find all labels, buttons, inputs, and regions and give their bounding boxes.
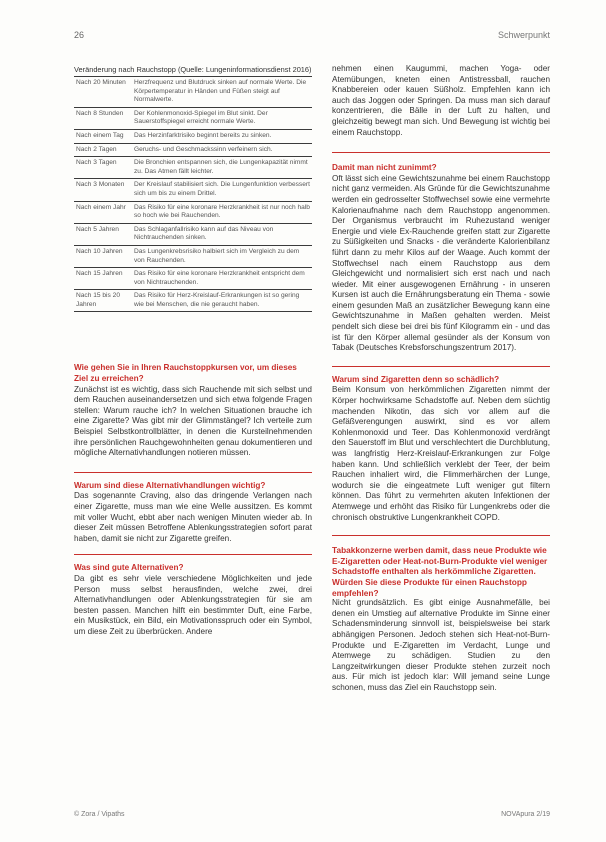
answer-text: Oft lässt sich eine Gewichtszunahme bei einem Rauchstopp nicht ganz vermeiden. Als Gründe für die Gewichtszunahme werden ein gedrosselter Stoffwechsel sowie eine vermehrte Kalorienaufnahme nach dem Rauchstopp angenommen. Der Organismus verbraucht im Ruhezustand weniger Energie und viele Ex-Rauchende greifen statt zur Zigarette zu Süßigkeiten und Snacks - die veränderte Kalorienbilanz führt dann zu mehr Kilos auf der Waage. Auch kommt der Stoffwechsel nach einem Rauchstopp aus dem Gleichgewicht und normalisiert sich erst nach und nach wieder. Mit einer ausgewogenen Ernährung - in unseren Kursen ist auch die Ernährungsberatung ein Thema - sowie einem gesunden Maß an zusätzlicher Bewegung kann eine Gewichtszunahme in Maßen gehalten werden. Meist pendelt sich diese bei drei bis fünf Kilogramm ein - und das ist für den Körper allemal gesünder als der Konsum von Tabak (Deutsches Krebsforschungszentrum 2017). bbox=[332, 173, 550, 353]
table-cell-description: Der Kreislauf stabilisiert sich. Die Lungenfunktion verbessert sich um bis zu einem Drittel. bbox=[134, 181, 310, 197]
section-alternatives-why bbox=[74, 481, 312, 545]
table-row bbox=[74, 201, 312, 223]
answer-text: Beim Konsum von herkömmlichen Zigaretten nimmt der Körper hochwirksame Schadstoffe auf. Neben dem süchtig machenden Nikotin, das sich vor allem auf die Gefäßverengungen auswirkt, sind es vor allem Kohlenmonoxid und Teer. Das Kohlenmonoxid verdrängt den Sauerstoff im Blut und verschlechtert die Durchblutung, was langfristig Herz-Kreislauf-Erkrankungen zur Folge haben kann. Und schließlich verklebt der Teer, der beim Rauchen inhaliert wird, die Flimmerhärchen der Lunge, wodurch sie die eingeatmete Luft weniger gut filtern können. Das führt zu vermehrten akuten Infektionen der Atemwege und erhöht das Risiko für Lungenkrebs oder die chronisch obstruktive Lungenkrankheit COPD. bbox=[332, 385, 550, 522]
table-cell-description: Geruchs- und Geschmackssinn verfeinern sich. bbox=[134, 145, 273, 153]
table-cell-time: Nach einem Tag bbox=[76, 131, 124, 139]
question-heading: Damit man nicht zunimmt? bbox=[332, 163, 437, 173]
page-header bbox=[74, 30, 550, 44]
table-cell-description: Das Schlaganfallrisiko kann auf das Niveau von Nichtrauchenden sinken. bbox=[134, 225, 274, 242]
table-cell-time: Nach 3 Tagen bbox=[76, 159, 117, 167]
question-heading: Tabakkonzerne werben damit, dass neue Produkte wie E-Zigaretten oder Heat-not-Burn-Produkte viel weniger Schadstoffe enthalten als herkömmliche Zigaretten. Würden Sie diese Produkte für einen Rauchstopp empfehlen? bbox=[332, 545, 548, 598]
footer-credit: © Zora / Vipaths bbox=[74, 811, 125, 818]
section-continuation bbox=[332, 64, 550, 138]
answer-text: Das sogenannte Craving, also das dringende Verlangen nach einer Zigarette, muss man wie eine Welle aussitzen. Es kommt mit voller Wucht, ebbt aber nach wenigen Minuten wieder ab. In dieser Zeit müssen Betroffene Ablenkungsstrategien sofort parat haben, damit sie nicht zur Zigarette greifen. bbox=[74, 491, 312, 543]
table-row bbox=[74, 129, 312, 143]
section-ecigarettes bbox=[332, 545, 550, 693]
table-cell-description: Das Risiko für eine koronare Herzkrankheit ist nur noch halb so hoch wie bei Rauchenden. bbox=[134, 203, 310, 220]
table-cell-time: Nach 15 Jahren bbox=[76, 270, 123, 278]
table-row bbox=[74, 268, 312, 290]
section-harm bbox=[332, 375, 550, 523]
answer-text: Nicht grundsätzlich. Es gibt einige Ausnahmefälle, bei denen ein Umstieg auf alternative Produkte im Sinne einer Schadensminderung sinnvoll ist, beispielsweise bei stark abhängigen Personen. Jedoch stehen sich Heat-not-Burn-Produkte und E-Zigaretten im Verdacht, Lunge und Atemwege zu schädigen. Studien zu den Langzeitwirkungen dieser Produkte stehen zurzeit noch aus. Für mich ist jedoch klar: Will jemand seine Lunge schonen, muss das Ziel ein Rauchstopp sein. bbox=[332, 598, 550, 692]
section-method bbox=[74, 363, 312, 458]
page-number: 26 bbox=[74, 30, 85, 40]
section-weight bbox=[332, 163, 550, 354]
question-heading: Warum sind diese Alternativhandlungen wichtig? bbox=[74, 480, 266, 490]
table-row bbox=[74, 157, 312, 179]
question-heading: Warum sind Zigaretten denn so schädlich? bbox=[332, 374, 500, 384]
timeline-table bbox=[74, 76, 312, 312]
table-cell-time: Nach 20 Minuten bbox=[76, 79, 126, 86]
table-row bbox=[74, 179, 312, 201]
table-row bbox=[74, 290, 312, 312]
table-cell-time: Nach einem Jahr bbox=[76, 203, 126, 211]
table-cell-description: Die Bronchien entspannen sich, die Lungenkapazität nimmt zu. Das Atmen fällt leichter. bbox=[134, 159, 308, 175]
right-column bbox=[332, 64, 550, 693]
answer-text: Zunächst ist es wichtig, dass sich Rauchende mit sich selbst und dem Rauchen auseinandersetzen und sich etwa folgende Fragen stellen: Warum rauche ich? In welchen Situationen brauche ich eine Zigarette? Was gibt mir der Glimmstängel? Ich verteile zum Beispiel Selbstkontrollblätter, in denen die Kursteilnehmenden ihre persönlichen Rauchgewohnheiten genau dokumentieren und mögliche Alternativhandlungen notieren müssen. bbox=[74, 384, 312, 458]
table-cell-description: Herzfrequenz und Blutdruck sinken auf normale Werte. Die Körpertemperatur in Händen und Füßen steigt auf Normalwerte. bbox=[134, 79, 307, 104]
table-row bbox=[74, 77, 312, 108]
table-cell-time: Nach 8 Stunden bbox=[76, 109, 124, 117]
answer-text: nehmen einen Kaugummi, machen Yoga- oder Atemübungen, kneten einen Antistressball, rauchen Knabbereien oder kauen Süßholz. Empfehlen kann ich auch das Joggen oder Springen. Da muss man sich darauf konzentrieren, die Bälle in der Luft zu halten, und gleichzeitig bewegt man sich. Und Bewegung ist wichtig bei einem Rauchstopp. bbox=[332, 64, 550, 137]
table-cell-description: Der Kohlenmonoxid-Spiegel im Blut sinkt. Der Sauerstoffspiegel erreicht normale Werte. bbox=[134, 109, 268, 126]
footer-issue: NOVApura 2/19 bbox=[501, 811, 550, 818]
table-cell-time: Nach 10 Jahren bbox=[76, 247, 123, 255]
table-row bbox=[74, 223, 312, 245]
table-cell-description: Das Risiko für Herz-Kreislauf-Erkrankungen ist so gering wie bei Menschen, die nie geraucht haben. bbox=[134, 292, 300, 308]
question-heading: Wie gehen Sie in Ihren Rauchstoppkursen vor, um dieses Ziel zu erreichen? bbox=[74, 363, 297, 384]
table-row bbox=[74, 245, 312, 267]
left-column bbox=[74, 64, 312, 638]
table-cell-time: Nach 3 Monaten bbox=[76, 181, 125, 189]
table-row bbox=[74, 143, 312, 157]
table-caption: Veränderung nach Rauchstopp (Quelle: Lungeninformationsdienst 2016) bbox=[74, 65, 312, 74]
table-cell-time: Nach 15 bis 20 Jahren bbox=[76, 292, 120, 308]
table-cell-description: Das Risiko für eine koronare Herzkrankheit entspricht dem von Nichtrauchenden. bbox=[134, 270, 305, 286]
table-cell-time: Nach 5 Jahren bbox=[76, 225, 119, 233]
table-cell-time: Nach 2 Tagen bbox=[76, 145, 117, 153]
table-row bbox=[74, 107, 312, 129]
table-cell-description: Das Lungenkrebsrisiko halbiert sich im Vergleich zu dem von Rauchenden. bbox=[134, 247, 300, 264]
page-footer bbox=[74, 811, 550, 823]
table-cell-description: Das Herzinfarktrisiko beginnt bereits zu sinken. bbox=[134, 131, 272, 139]
section-rubric: Schwerpunkt bbox=[497, 30, 550, 40]
question-heading: Was sind gute Alternativen? bbox=[74, 563, 184, 573]
answer-text: Da gibt es sehr viele verschiedene Möglichkeiten und jede Person muss selbst herausfinden, welche zwei, drei Alternativhandlungen oder Ablenkungsstrategien für sie am besten passen. Manchen hilft ein bestimmter Duft, eine Farbe, ein Musikstück, ein Bild, ein Motivationsspruch oder ein Symbol, um diese Zeit zu überbrücken. Andere bbox=[74, 573, 312, 636]
section-alternatives-what bbox=[74, 563, 312, 637]
